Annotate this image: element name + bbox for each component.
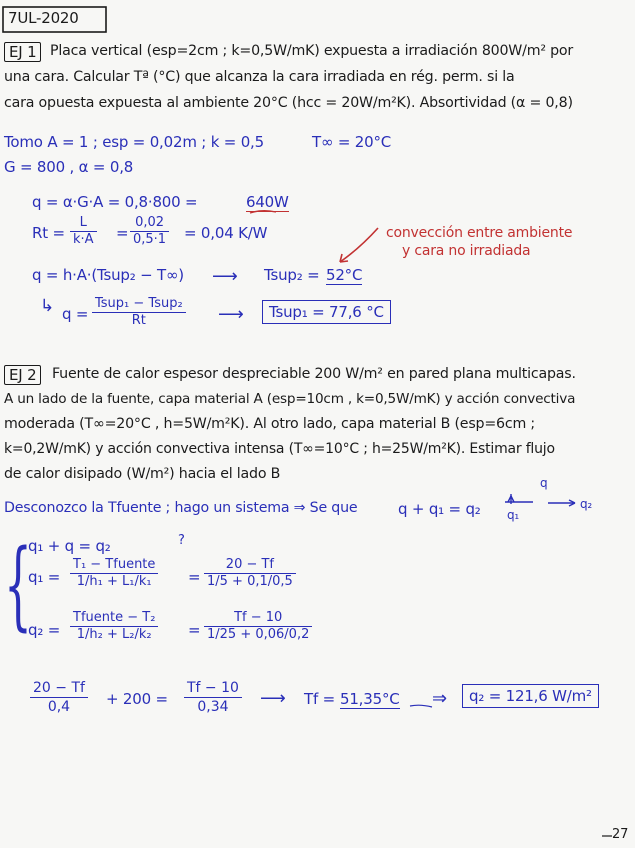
fraction-denominator: 1/5 + 0,1/0,5 <box>207 574 293 589</box>
implies-arrow-icon: ⇒ <box>432 688 447 709</box>
fraction-denominator: Rt <box>131 313 146 328</box>
unknown-source-temperature-note: Desconozco la Tfuente ; hago un sistema ⇒ Se que <box>4 500 358 516</box>
fraction-denominator: 0,34 <box>197 699 229 715</box>
q2-fraction-numeric <box>204 611 312 642</box>
fraction-numerator: 20 − Tf <box>33 680 85 696</box>
fraction-numerator: 20 − Tf <box>225 557 275 572</box>
equals-sign: = <box>188 568 201 586</box>
fraction-denominator: 1/25 + 0,06/0,2 <box>207 627 310 642</box>
q1-fraction-numeric <box>204 558 296 589</box>
exercise-1-t-inf: T∞ = 20°C <box>312 133 392 151</box>
exercise-2-statement-line-5: de calor disipado (W/m²) hacia el lado B <box>4 466 281 482</box>
fraction-numerator: T₁ − Tfuente <box>73 557 156 572</box>
arrow-right-icon: ⟶ <box>212 266 238 287</box>
thermal-resistance-fraction-numeric <box>130 216 169 247</box>
surface-1-temperature-result: Tsup₁ = 77,6 °C <box>262 300 391 324</box>
surface-2-temperature-label: Tsup₂ = <box>264 266 320 284</box>
final-equation-middle: + 200 = <box>106 690 168 708</box>
q2-fraction-symbolic <box>70 611 158 642</box>
exercise-2-statement-line-1: Fuente de calor espesor despreciable 200 W/m² en pared plana multicapas. <box>52 366 576 382</box>
source-temperature-label: Tf = <box>304 690 335 708</box>
thermal-resistance-lhs: Rt = <box>32 224 65 242</box>
exercise-1-statement-line-3: cara opuesta expuesta al ambiente 20°C (hcc = 20W/m²K). Absortividad (α = 0,8) <box>4 95 573 111</box>
q1-equation-lhs: q₁ = <box>28 568 61 586</box>
q1-fraction-symbolic <box>70 558 158 589</box>
conduction-equation-lhs: q = <box>62 305 89 323</box>
fraction-numerator: Tfuente − T₂ <box>73 610 156 625</box>
surface-2-temperature-value: 52°C <box>326 266 363 284</box>
fraction-denominator: 1/h₂ + L₂/k₂ <box>76 627 152 642</box>
system-brace: { <box>4 530 32 643</box>
page-number: 27 <box>612 827 629 842</box>
conduction-fraction <box>92 297 186 328</box>
hook-arrow-icon: ↳ <box>40 296 55 316</box>
system-equation-1: q₁ + q = q₂ <box>28 537 111 555</box>
exercise-1-statement-line-2: una cara. Calcular Tª (°C) que alcanza la cara irradiada en rég. perm. si la <box>4 69 515 85</box>
fraction-numerator: 0,02 <box>135 215 165 230</box>
fraction-denominator: k·A <box>73 232 94 247</box>
exercise-2-statement-line-4: k=0,2W/mK) y acción convectiva intensa (T∞=10°C ; h=25W/m²K). Estimar flujo <box>4 441 555 457</box>
exercise-1-data-line-1: Tomo A = 1 ; esp = 0,02m ; k = 0,5 <box>4 133 264 151</box>
exercise-2-statement-line-2: A un lado de la fuente, capa material A (esp=10cm , k=0,5W/mK) y acción convectiva <box>4 391 576 407</box>
node-diagram-q-label: q <box>540 476 548 490</box>
fraction-denominator: 0,5·1 <box>133 232 167 247</box>
fraction-numerator: L <box>79 215 87 230</box>
exercise-2-tag: EJ 2 <box>4 365 41 385</box>
node-diagram-q2-label: q₂ <box>580 497 593 511</box>
heat-flux-b-result: q₂ = 121,6 W/m² <box>462 684 599 708</box>
fraction-numerator: Tsup₁ − Tsup₂ <box>95 296 183 311</box>
convection-equation: q = h·A·(Tsup₂ − T∞) <box>32 266 184 284</box>
energy-balance: q + q₁ = q₂ <box>398 500 481 518</box>
final-fraction-right <box>184 680 242 715</box>
equals-sign: = <box>116 224 129 242</box>
source-temperature-value: 51,35°C <box>340 690 400 708</box>
convection-note-line-2: y cara no irradiada <box>402 243 531 259</box>
question-mark: ? <box>178 533 185 548</box>
node-diagram-q1-label: q₁ <box>507 508 520 522</box>
heat-absorbed-equation: q = α·G·A = 0,8·800 = <box>32 193 198 211</box>
final-fraction-left <box>30 680 88 715</box>
exercise-1-data-line-2: G = 800 , α = 0,8 <box>4 158 134 176</box>
fraction-denominator: 0,4 <box>47 699 71 715</box>
date-label: 7UL-2020 <box>8 9 79 27</box>
thermal-resistance-result: = 0,04 K/W <box>184 224 268 242</box>
convection-note-line-1: convección entre ambiente <box>386 225 573 241</box>
equals-sign: = <box>188 621 201 639</box>
heat-absorbed-value: 640W <box>246 193 289 211</box>
thermal-resistance-fraction <box>70 216 97 247</box>
fraction-denominator: 1/h₁ + L₁/k₁ <box>76 574 152 589</box>
exercise-2-statement-line-3: moderada (T∞=20°C , h=5W/m²K). Al otro lado, capa material B (esp=6cm ; <box>4 416 535 432</box>
arrow-right-icon: ⟶ <box>260 688 286 709</box>
exercise-1-statement-line-1: Placa vertical (esp=2cm ; k=0,5W/mK) expuesta a irradiación 800W/m² por <box>50 43 574 59</box>
fraction-numerator: Tf − 10 <box>187 680 239 696</box>
fraction-numerator: Tf − 10 <box>234 610 283 625</box>
arrow-right-icon: ⟶ <box>218 304 244 325</box>
q2-equation-lhs: q₂ = <box>28 621 61 639</box>
exercise-1-tag: EJ 1 <box>4 42 41 62</box>
